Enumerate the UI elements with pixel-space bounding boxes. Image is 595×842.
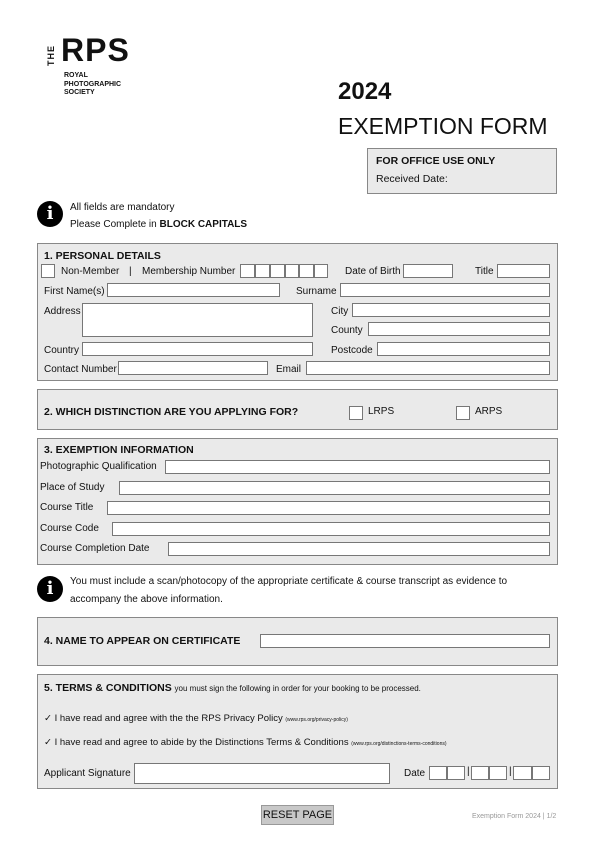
address-label: Address (44, 306, 81, 317)
course-title-label: Course Title (40, 502, 94, 513)
info-icon: i (37, 201, 63, 227)
section3-heading: 3. EXEMPTION INFORMATION (44, 444, 194, 456)
country-field[interactable] (82, 342, 313, 356)
section5-heading-row: 5. TERMS & CONDITIONS you must sign the following in order for your booking to be processed. (44, 682, 421, 694)
date-digit[interactable] (429, 766, 447, 780)
course-code-field[interactable] (112, 522, 550, 536)
contact-field[interactable] (118, 361, 268, 375)
city-field[interactable] (352, 303, 550, 317)
email-field[interactable] (306, 361, 550, 375)
country-label: Country (44, 345, 80, 356)
logo-rps: RPS (61, 32, 130, 68)
date-digit[interactable] (489, 766, 507, 780)
date-digit[interactable] (471, 766, 489, 780)
footer-page-info: Exemption Form 2024 | 1/2 (472, 813, 557, 820)
membership-digit[interactable] (270, 264, 285, 278)
section1-heading: 1. PERSONAL DETAILS (44, 250, 161, 262)
separator: | (129, 266, 132, 277)
arps-checkbox[interactable] (456, 406, 470, 420)
block-capitals-note: Please Complete in BLOCK CAPITALS (70, 219, 248, 230)
qualification-field[interactable] (165, 460, 550, 474)
qualification-label: Photographic Qualification (40, 461, 157, 472)
terms-agreement: ✓ I have read and agree to abide by the Distinctions Terms & Conditions (www.rps.org/distinctions-terms-conditions) (44, 737, 447, 748)
course-code-label: Course Code (40, 523, 99, 534)
form-year: 2024 (338, 78, 392, 105)
office-heading: FOR OFFICE USE ONLY (376, 155, 496, 167)
city-label: City (331, 306, 349, 317)
postcode-field[interactable] (377, 342, 550, 356)
signature-field[interactable] (134, 763, 390, 784)
section4-heading: 4. NAME TO APPEAR ON CERTIFICATE (44, 635, 241, 647)
non-member-label: Non-Member (61, 266, 120, 277)
postcode-label: Postcode (331, 345, 373, 356)
lrps-checkbox[interactable] (349, 406, 363, 420)
signature-label: Applicant Signature (44, 768, 131, 779)
office-use-box (367, 148, 557, 194)
surname-label: Surname (296, 286, 337, 297)
logo-subtitle: ROYAL PHOTOGRAPHIC SOCIETY (64, 72, 122, 96)
membership-digit[interactable] (285, 264, 299, 278)
county-field[interactable] (368, 322, 550, 336)
address-field[interactable] (82, 303, 313, 337)
course-title-field[interactable] (107, 501, 550, 515)
completion-field[interactable] (168, 542, 550, 556)
info-icon: i (37, 576, 63, 602)
date-digit[interactable] (513, 766, 532, 780)
scan-note-line1: You must include a scan/photocopy of the appropriate certificate & course transcript as evidence to (70, 576, 508, 587)
membership-digit[interactable] (255, 264, 270, 278)
surname-field[interactable] (340, 283, 550, 297)
dob-label: Date of Birth (345, 266, 401, 277)
first-names-label: First Name(s) (44, 286, 105, 297)
arps-label: ARPS (475, 406, 503, 417)
non-member-checkbox[interactable] (41, 264, 55, 278)
county-label: County (331, 325, 363, 336)
certificate-name-field[interactable] (260, 634, 550, 648)
membership-digit[interactable] (299, 264, 314, 278)
first-names-field[interactable] (107, 283, 280, 297)
completion-label: Course Completion Date (40, 543, 150, 554)
privacy-agreement: ✓ I have read and agree with the the RPS Privacy Policy (www.rps.org/privacy-policy) (44, 713, 348, 724)
membership-number-label: Membership Number (142, 266, 236, 277)
logo-the: THE (46, 45, 56, 66)
date-digit[interactable] (532, 766, 550, 780)
date-label: Date (404, 768, 426, 779)
title-label: Title (475, 266, 494, 277)
membership-digit[interactable] (314, 264, 328, 278)
date-separator: | (467, 766, 470, 777)
membership-digit[interactable] (240, 264, 255, 278)
place-label: Place of Study (40, 482, 105, 493)
received-date-label: Received Date: (376, 173, 448, 185)
contact-label: Contact Number (44, 364, 117, 375)
dob-field[interactable] (403, 264, 453, 278)
mandatory-note: All fields are mandatory (70, 202, 175, 213)
date-digit[interactable] (447, 766, 465, 780)
form-title: EXEMPTION FORM (338, 113, 548, 139)
date-separator: | (509, 766, 512, 777)
section2-heading: 2. WHICH DISTINCTION ARE YOU APPLYING FOR? (44, 406, 299, 418)
place-field[interactable] (119, 481, 550, 495)
title-field[interactable] (497, 264, 550, 278)
email-label: Email (276, 364, 302, 375)
scan-note-line2: accompany the above information. (70, 594, 223, 605)
lrps-label: LRPS (368, 406, 395, 417)
reset-page-button[interactable]: RESET PAGE (261, 805, 334, 825)
